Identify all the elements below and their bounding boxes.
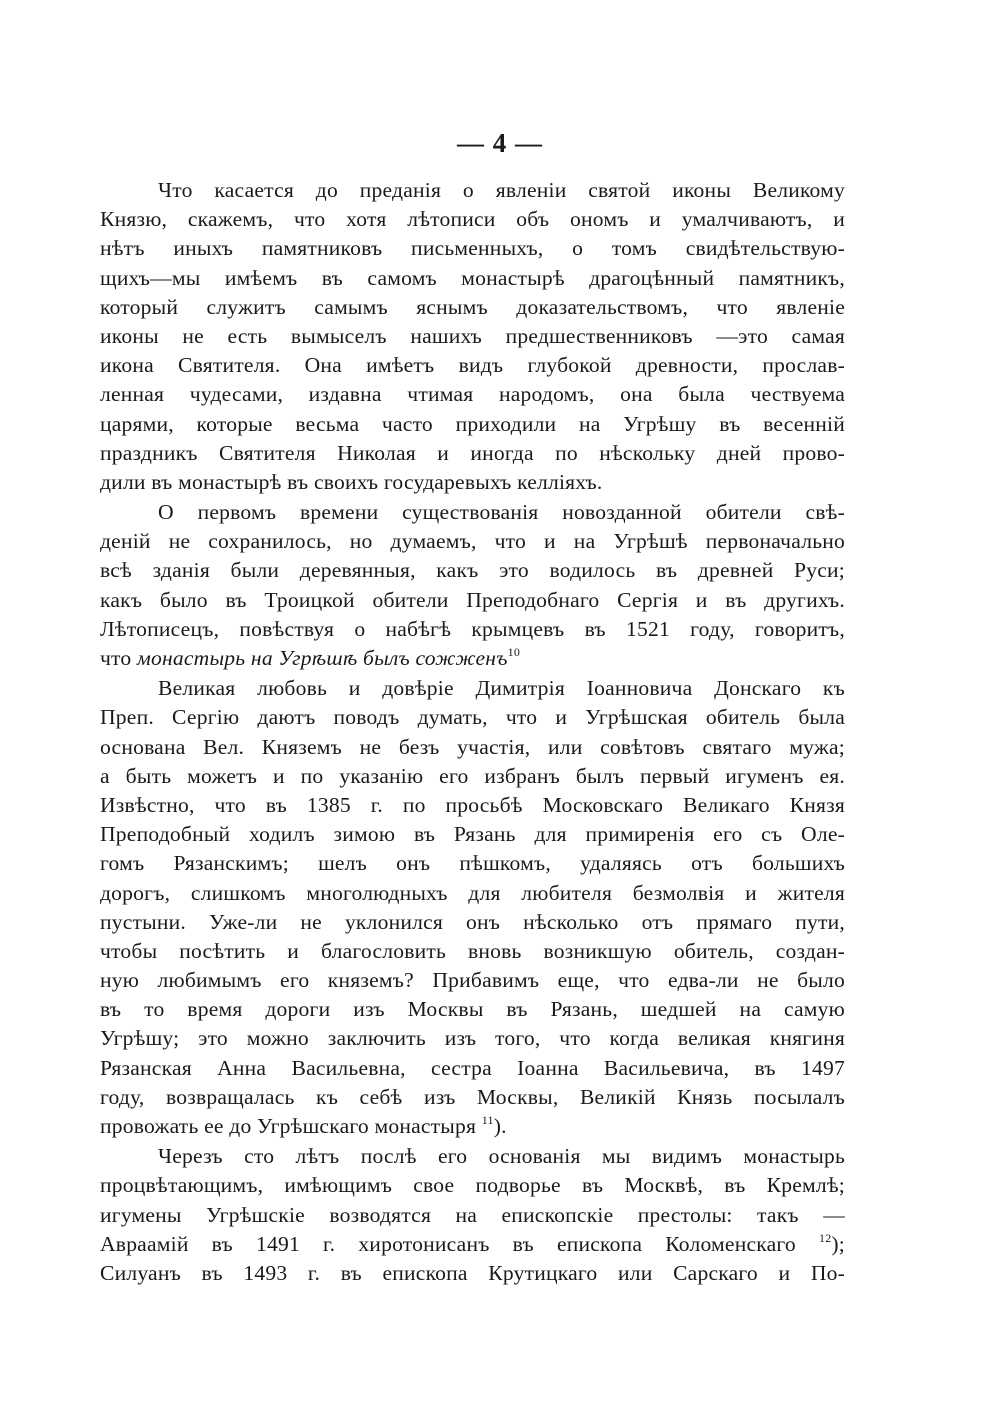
text-line: процвѣтающимъ, имѣющимъ свое подворье въ Москвѣ, въ Кремлѣ; bbox=[100, 1173, 845, 1198]
text-line: царями, которые весьма часто приходили на Угрѣшу въ весенній bbox=[100, 411, 845, 436]
text-line: основана Вел. Княземъ не безъ участія, или совѣтовъ святаго мужа; bbox=[100, 734, 845, 759]
text-line: игумены Угрѣшскіе возводятся на епископскіе престолы: такъ — bbox=[100, 1202, 845, 1227]
text-line bbox=[100, 1230, 845, 1259]
text-line: чтобы посѣтить и благословить вновь возникшую обитель, создан- bbox=[100, 938, 845, 963]
text-line: дили въ монастырѣ въ своихъ государевыхъ келліяхъ. bbox=[100, 469, 603, 494]
text-line: Рязанская Анна Васильевна, сестра Іоанна Васильевича, въ 1497 bbox=[100, 1055, 845, 1080]
text-line: Извѣстно, что въ 1385 г. по просьбѣ Московскаго Великаго Князя bbox=[100, 792, 845, 817]
text-line: дорогъ, слишкомъ многолюдныхъ для любителя безмолвія и жителя bbox=[100, 880, 845, 905]
text-line: всѣ зданія были деревянныя, какъ это водилось въ древней Руси; bbox=[100, 558, 845, 583]
text-line: пустыни. Уже-ли не уклонился онъ нѣсколько отъ прямаго пути, bbox=[100, 909, 845, 934]
text-line: Угрѣшу; это можно заключить изъ того, что когда великая княгиня bbox=[100, 1026, 845, 1051]
text-line: гомъ Рязанскимъ; шелъ онъ пѣшкомъ, удаляясь отъ большихъ bbox=[100, 851, 845, 876]
text-line: Преподобный ходилъ зимою въ Рязань для примиренія его съ Оле- bbox=[100, 822, 845, 847]
page-text bbox=[100, 176, 845, 1288]
text-line: ленная чудесами, издавна чтимая народомъ, она была чествуема bbox=[100, 382, 845, 407]
text-line: икона Святителя. Она имѣетъ видъ глубокой древности, прослав- bbox=[100, 353, 845, 378]
footnote-ref: 11 bbox=[481, 1113, 494, 1127]
text-fragment: ). bbox=[493, 1114, 507, 1138]
text-line: О первомъ времени существованія новозданной обители свѣ- bbox=[158, 500, 845, 525]
text-fragment: что bbox=[100, 646, 138, 670]
text-fragment: провожать ее до Угрѣшскаго монастыря bbox=[100, 1114, 482, 1138]
text-line: въ то время дороги изъ Москвы въ Рязань, шедшей на самую bbox=[100, 997, 845, 1022]
text-line: деній не сохранилось, но думаемъ, что и на Угрѣшѣ первоначально bbox=[100, 529, 845, 554]
text-line: нѣтъ иныхъ памятниковъ письменныхъ, о томъ свидѣтельствую- bbox=[100, 236, 845, 261]
text-line: какъ было въ Троицкой обители Преподобнаго Сергія и въ другихъ. bbox=[100, 587, 845, 612]
text-line: Преп. Сергію даютъ поводъ думать, что и Угрѣшская обитель была bbox=[100, 705, 845, 730]
text-line: Черезъ сто лѣтъ послѣ его основанія мы видимъ монастырь bbox=[158, 1144, 845, 1169]
text-line: щихъ—мы имѣемъ въ самомъ монастырѣ драгоцѣнный памятникъ, bbox=[100, 265, 845, 290]
text-line: Лѣтописецъ, повѣствуя о набѣгѣ крымцевъ въ 1521 году, говоритъ, bbox=[100, 616, 845, 641]
text-line: праздникъ Святителя Николая и иногда по нѣскольку дней прово- bbox=[100, 440, 845, 465]
text-fragment: ); bbox=[831, 1231, 845, 1256]
footnote-ref: 12 bbox=[819, 1230, 832, 1245]
text-line bbox=[100, 644, 845, 673]
text-line: который служитъ самымъ яснымъ доказательствомъ, что явленіе bbox=[100, 294, 845, 319]
text-line: а быть можетъ и по указанію его избранъ былъ первый игуменъ ея. bbox=[100, 763, 845, 788]
footnote-ref: 10 bbox=[507, 645, 521, 659]
text-line: Князю, скажемъ, что хотя лѣтописи объ ономъ и умалчиваютъ, и bbox=[100, 207, 845, 232]
text-line bbox=[100, 1112, 845, 1141]
text-line: Великая любовь и довѣріе Димитрія Іоанновича Донскаго къ bbox=[158, 676, 845, 701]
text-line: иконы не есть вымыселъ нашихъ предшественниковъ —это самая bbox=[100, 323, 845, 348]
text-line: году, возвращалась къ себѣ изъ Москвы, Великій Князь посылалъ bbox=[100, 1084, 845, 1109]
text-line: Что касается до преданія о явленіи святой иконы Великому bbox=[158, 178, 845, 202]
text-fragment: Авраамій въ 1491 г. хиротонисанъ въ епископа Коломенскаго bbox=[100, 1231, 819, 1256]
text-line: ную любимымъ его княземъ? Прибавимъ еще, что едва-ли не было bbox=[100, 968, 845, 993]
page-number: — 4 — bbox=[457, 128, 543, 158]
italic-quote: монастырь на Угрѣшѣ былъ сожженъ bbox=[137, 646, 508, 670]
text-line: Силуанъ въ 1493 г. въ епископа Крутицкаго или Сарскаго и По- bbox=[100, 1260, 845, 1285]
